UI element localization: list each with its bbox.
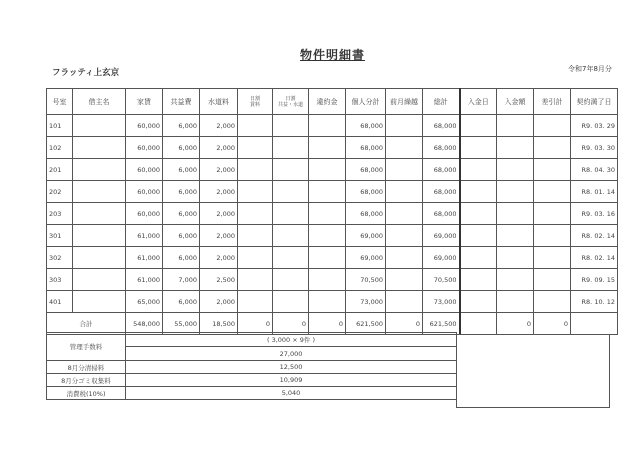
payment-amount bbox=[497, 181, 534, 203]
property-statement-table bbox=[46, 88, 618, 335]
common-fee: 6,000 bbox=[163, 115, 200, 137]
personal-total: 68,000 bbox=[346, 159, 386, 181]
carryover bbox=[386, 247, 423, 269]
tenant-name bbox=[73, 137, 126, 159]
personal-total: 70,500 bbox=[346, 269, 386, 291]
tenant-name bbox=[73, 115, 126, 137]
balance bbox=[534, 115, 571, 137]
rent: 61,000 bbox=[126, 225, 163, 247]
room-number: 401 bbox=[47, 291, 73, 313]
prorated-common-water bbox=[273, 225, 309, 247]
tenant-name bbox=[73, 225, 126, 247]
common-fee: 6,000 bbox=[163, 203, 200, 225]
header-grand-total: 総計 bbox=[423, 89, 460, 115]
grand-total: 68,000 bbox=[423, 203, 460, 225]
rent: 60,000 bbox=[126, 159, 163, 181]
total-contract-end bbox=[571, 313, 618, 335]
balance bbox=[534, 291, 571, 313]
balance bbox=[534, 137, 571, 159]
contract-end-date: R9. 09. 15 bbox=[571, 269, 618, 291]
grand-total: 69,000 bbox=[423, 247, 460, 269]
payment-amount bbox=[497, 269, 534, 291]
header-personal-total: 個人分計 bbox=[346, 89, 386, 115]
prorated-common-water bbox=[273, 247, 309, 269]
payment-date bbox=[460, 269, 497, 291]
table-row bbox=[47, 269, 618, 291]
common-fee: 6,000 bbox=[163, 137, 200, 159]
contract-end-date: R8. 02. 14 bbox=[571, 247, 618, 269]
common-fee: 6,000 bbox=[163, 225, 200, 247]
header-common-fee: 共益費 bbox=[163, 89, 200, 115]
payment-date bbox=[460, 203, 497, 225]
total-carryover: 0 bbox=[386, 313, 423, 335]
payment-amount bbox=[497, 225, 534, 247]
personal-total: 68,000 bbox=[346, 115, 386, 137]
rent: 61,000 bbox=[126, 269, 163, 291]
total-prorated-rent: 0 bbox=[238, 313, 273, 335]
penalty bbox=[309, 203, 346, 225]
table-row bbox=[47, 159, 618, 181]
table-row bbox=[47, 247, 618, 269]
water-fee: 2,000 bbox=[200, 225, 238, 247]
tenant-name bbox=[73, 291, 126, 313]
consumption-tax-label: 消費税(10%) bbox=[47, 387, 126, 400]
header-carryover: 前月繰越 bbox=[386, 89, 423, 115]
tenant-name bbox=[73, 159, 126, 181]
header-payment-date: 入金日 bbox=[460, 89, 497, 115]
table-row bbox=[47, 203, 618, 225]
prorated-common-water bbox=[273, 159, 309, 181]
penalty bbox=[309, 159, 346, 181]
header-rent: 家賃 bbox=[126, 89, 163, 115]
payment-date bbox=[460, 247, 497, 269]
prorated-common-water bbox=[273, 269, 309, 291]
header-room: 号室 bbox=[47, 89, 73, 115]
prorated-rent bbox=[238, 225, 273, 247]
contract-end-date: R9. 03. 30 bbox=[571, 137, 618, 159]
carryover bbox=[386, 181, 423, 203]
water-fee: 2,000 bbox=[200, 159, 238, 181]
balance bbox=[534, 181, 571, 203]
room-number: 101 bbox=[47, 115, 73, 137]
table-row bbox=[47, 137, 618, 159]
water-fee: 2,500 bbox=[200, 269, 238, 291]
header-payment-amount: 入金額 bbox=[497, 89, 534, 115]
total-penalty: 0 bbox=[309, 313, 346, 335]
total-prorated-common-water: 0 bbox=[273, 313, 309, 335]
balance bbox=[534, 225, 571, 247]
penalty bbox=[309, 181, 346, 203]
tenant-name bbox=[73, 181, 126, 203]
grand-total: 68,000 bbox=[423, 181, 460, 203]
payment-amount bbox=[497, 247, 534, 269]
tenant-name bbox=[73, 269, 126, 291]
total-water-fee: 18,500 bbox=[200, 313, 238, 335]
table-row bbox=[47, 181, 618, 203]
blank-notes-box bbox=[456, 334, 610, 408]
prorated-rent bbox=[238, 115, 273, 137]
payment-amount bbox=[497, 137, 534, 159]
room-number: 203 bbox=[47, 203, 73, 225]
balance bbox=[534, 247, 571, 269]
common-fee: 6,000 bbox=[163, 159, 200, 181]
rent: 60,000 bbox=[126, 137, 163, 159]
table-row bbox=[47, 291, 618, 313]
personal-total: 69,000 bbox=[346, 247, 386, 269]
contract-end-date: R8. 10. 12 bbox=[571, 291, 618, 313]
prorated-rent bbox=[238, 203, 273, 225]
payment-date bbox=[460, 225, 497, 247]
payment-date bbox=[460, 115, 497, 137]
total-payment-amount: 0 bbox=[497, 313, 534, 335]
header-balance: 差引計 bbox=[534, 89, 571, 115]
contract-end-date: R9. 03. 29 bbox=[571, 115, 618, 137]
grand-total: 68,000 bbox=[423, 115, 460, 137]
penalty bbox=[309, 115, 346, 137]
total-payment-date bbox=[460, 313, 497, 335]
rent: 60,000 bbox=[126, 203, 163, 225]
rent: 60,000 bbox=[126, 115, 163, 137]
management-fee-formula: ( 3,000 × 9件 ) bbox=[126, 333, 457, 347]
grand-total: 70,500 bbox=[423, 269, 460, 291]
common-fee: 7,000 bbox=[163, 269, 200, 291]
water-fee: 2,000 bbox=[200, 247, 238, 269]
management-fee-amount: 27,000 bbox=[126, 347, 457, 361]
room-number: 301 bbox=[47, 225, 73, 247]
fees-table bbox=[46, 332, 457, 400]
prorated-rent bbox=[238, 137, 273, 159]
carryover bbox=[386, 115, 423, 137]
room-number: 303 bbox=[47, 269, 73, 291]
payment-date bbox=[460, 159, 497, 181]
contract-end-date: R8. 02. 14 bbox=[571, 225, 618, 247]
header-penalty: 違約金 bbox=[309, 89, 346, 115]
total-grand: 621,500 bbox=[423, 313, 460, 335]
total-common-fee: 55,000 bbox=[163, 313, 200, 335]
property-name: フラッティ上玄京 bbox=[52, 68, 120, 78]
header-prorated-common-water: 日割 共益・水道 bbox=[273, 89, 309, 115]
garbage-fee-label: 8月分ゴミ収集料 bbox=[47, 374, 126, 387]
grand-total: 68,000 bbox=[423, 159, 460, 181]
management-fee-label: 管理手数料 bbox=[47, 333, 126, 361]
garbage-fee-amount: 10,909 bbox=[126, 374, 457, 387]
tenant-name bbox=[73, 203, 126, 225]
balance bbox=[534, 269, 571, 291]
water-fee: 2,000 bbox=[200, 115, 238, 137]
prorated-common-water bbox=[273, 181, 309, 203]
room-number: 302 bbox=[47, 247, 73, 269]
carryover bbox=[386, 225, 423, 247]
payment-amount bbox=[497, 203, 534, 225]
penalty bbox=[309, 291, 346, 313]
common-fee: 6,000 bbox=[163, 247, 200, 269]
water-fee: 2,000 bbox=[200, 203, 238, 225]
rent: 60,000 bbox=[126, 181, 163, 203]
prorated-rent bbox=[238, 159, 273, 181]
prorated-common-water bbox=[273, 291, 309, 313]
grand-total: 73,000 bbox=[423, 291, 460, 313]
cleaning-fee-label: 8月分清掃料 bbox=[47, 361, 126, 374]
document-title: 物件明細書 bbox=[300, 48, 366, 62]
contract-end-date: R8. 01. 14 bbox=[571, 181, 618, 203]
payment-date bbox=[460, 181, 497, 203]
personal-total: 68,000 bbox=[346, 203, 386, 225]
common-fee: 6,000 bbox=[163, 291, 200, 313]
room-number: 102 bbox=[47, 137, 73, 159]
billing-period: 令和7年8月分 bbox=[568, 65, 612, 73]
prorated-rent bbox=[238, 269, 273, 291]
totals-label: 合計 bbox=[47, 313, 126, 335]
room-number: 202 bbox=[47, 181, 73, 203]
personal-total: 68,000 bbox=[346, 137, 386, 159]
total-balance: 0 bbox=[534, 313, 571, 335]
total-personal: 621,500 bbox=[346, 313, 386, 335]
payment-amount bbox=[497, 115, 534, 137]
prorated-common-water bbox=[273, 203, 309, 225]
penalty bbox=[309, 225, 346, 247]
water-fee: 2,000 bbox=[200, 181, 238, 203]
personal-total: 68,000 bbox=[346, 181, 386, 203]
room-number: 201 bbox=[47, 159, 73, 181]
common-fee: 6,000 bbox=[163, 181, 200, 203]
balance bbox=[534, 159, 571, 181]
header-contract-end: 契約満了日 bbox=[571, 89, 618, 115]
payment-amount bbox=[497, 159, 534, 181]
carryover bbox=[386, 291, 423, 313]
payment-date bbox=[460, 291, 497, 313]
header-water: 水道料 bbox=[200, 89, 238, 115]
rent: 65,000 bbox=[126, 291, 163, 313]
water-fee: 2,000 bbox=[200, 137, 238, 159]
payment-amount bbox=[497, 291, 534, 313]
prorated-rent bbox=[238, 247, 273, 269]
prorated-rent bbox=[238, 181, 273, 203]
cleaning-fee-amount: 12,500 bbox=[126, 361, 457, 374]
personal-total: 69,000 bbox=[346, 225, 386, 247]
grand-total: 68,000 bbox=[423, 137, 460, 159]
rent: 61,000 bbox=[126, 247, 163, 269]
payment-date bbox=[460, 137, 497, 159]
table-row bbox=[47, 115, 618, 137]
carryover bbox=[386, 203, 423, 225]
prorated-rent bbox=[238, 291, 273, 313]
header-row bbox=[47, 89, 618, 115]
penalty bbox=[309, 269, 346, 291]
personal-total: 73,000 bbox=[346, 291, 386, 313]
carryover bbox=[386, 269, 423, 291]
contract-end-date: R8. 04. 30 bbox=[571, 159, 618, 181]
consumption-tax-amount: 5,040 bbox=[126, 387, 457, 400]
header-tenant: 借主名 bbox=[73, 89, 126, 115]
table-row bbox=[47, 225, 618, 247]
penalty bbox=[309, 137, 346, 159]
contract-end-date: R9. 03. 16 bbox=[571, 203, 618, 225]
prorated-common-water bbox=[273, 115, 309, 137]
water-fee: 2,000 bbox=[200, 291, 238, 313]
carryover bbox=[386, 137, 423, 159]
penalty bbox=[309, 247, 346, 269]
total-rent: 548,000 bbox=[126, 313, 163, 335]
prorated-common-water bbox=[273, 137, 309, 159]
carryover bbox=[386, 159, 423, 181]
balance bbox=[534, 203, 571, 225]
tenant-name bbox=[73, 247, 126, 269]
header-prorated-rent: 日割 賃料 bbox=[238, 89, 273, 115]
grand-total: 69,000 bbox=[423, 225, 460, 247]
